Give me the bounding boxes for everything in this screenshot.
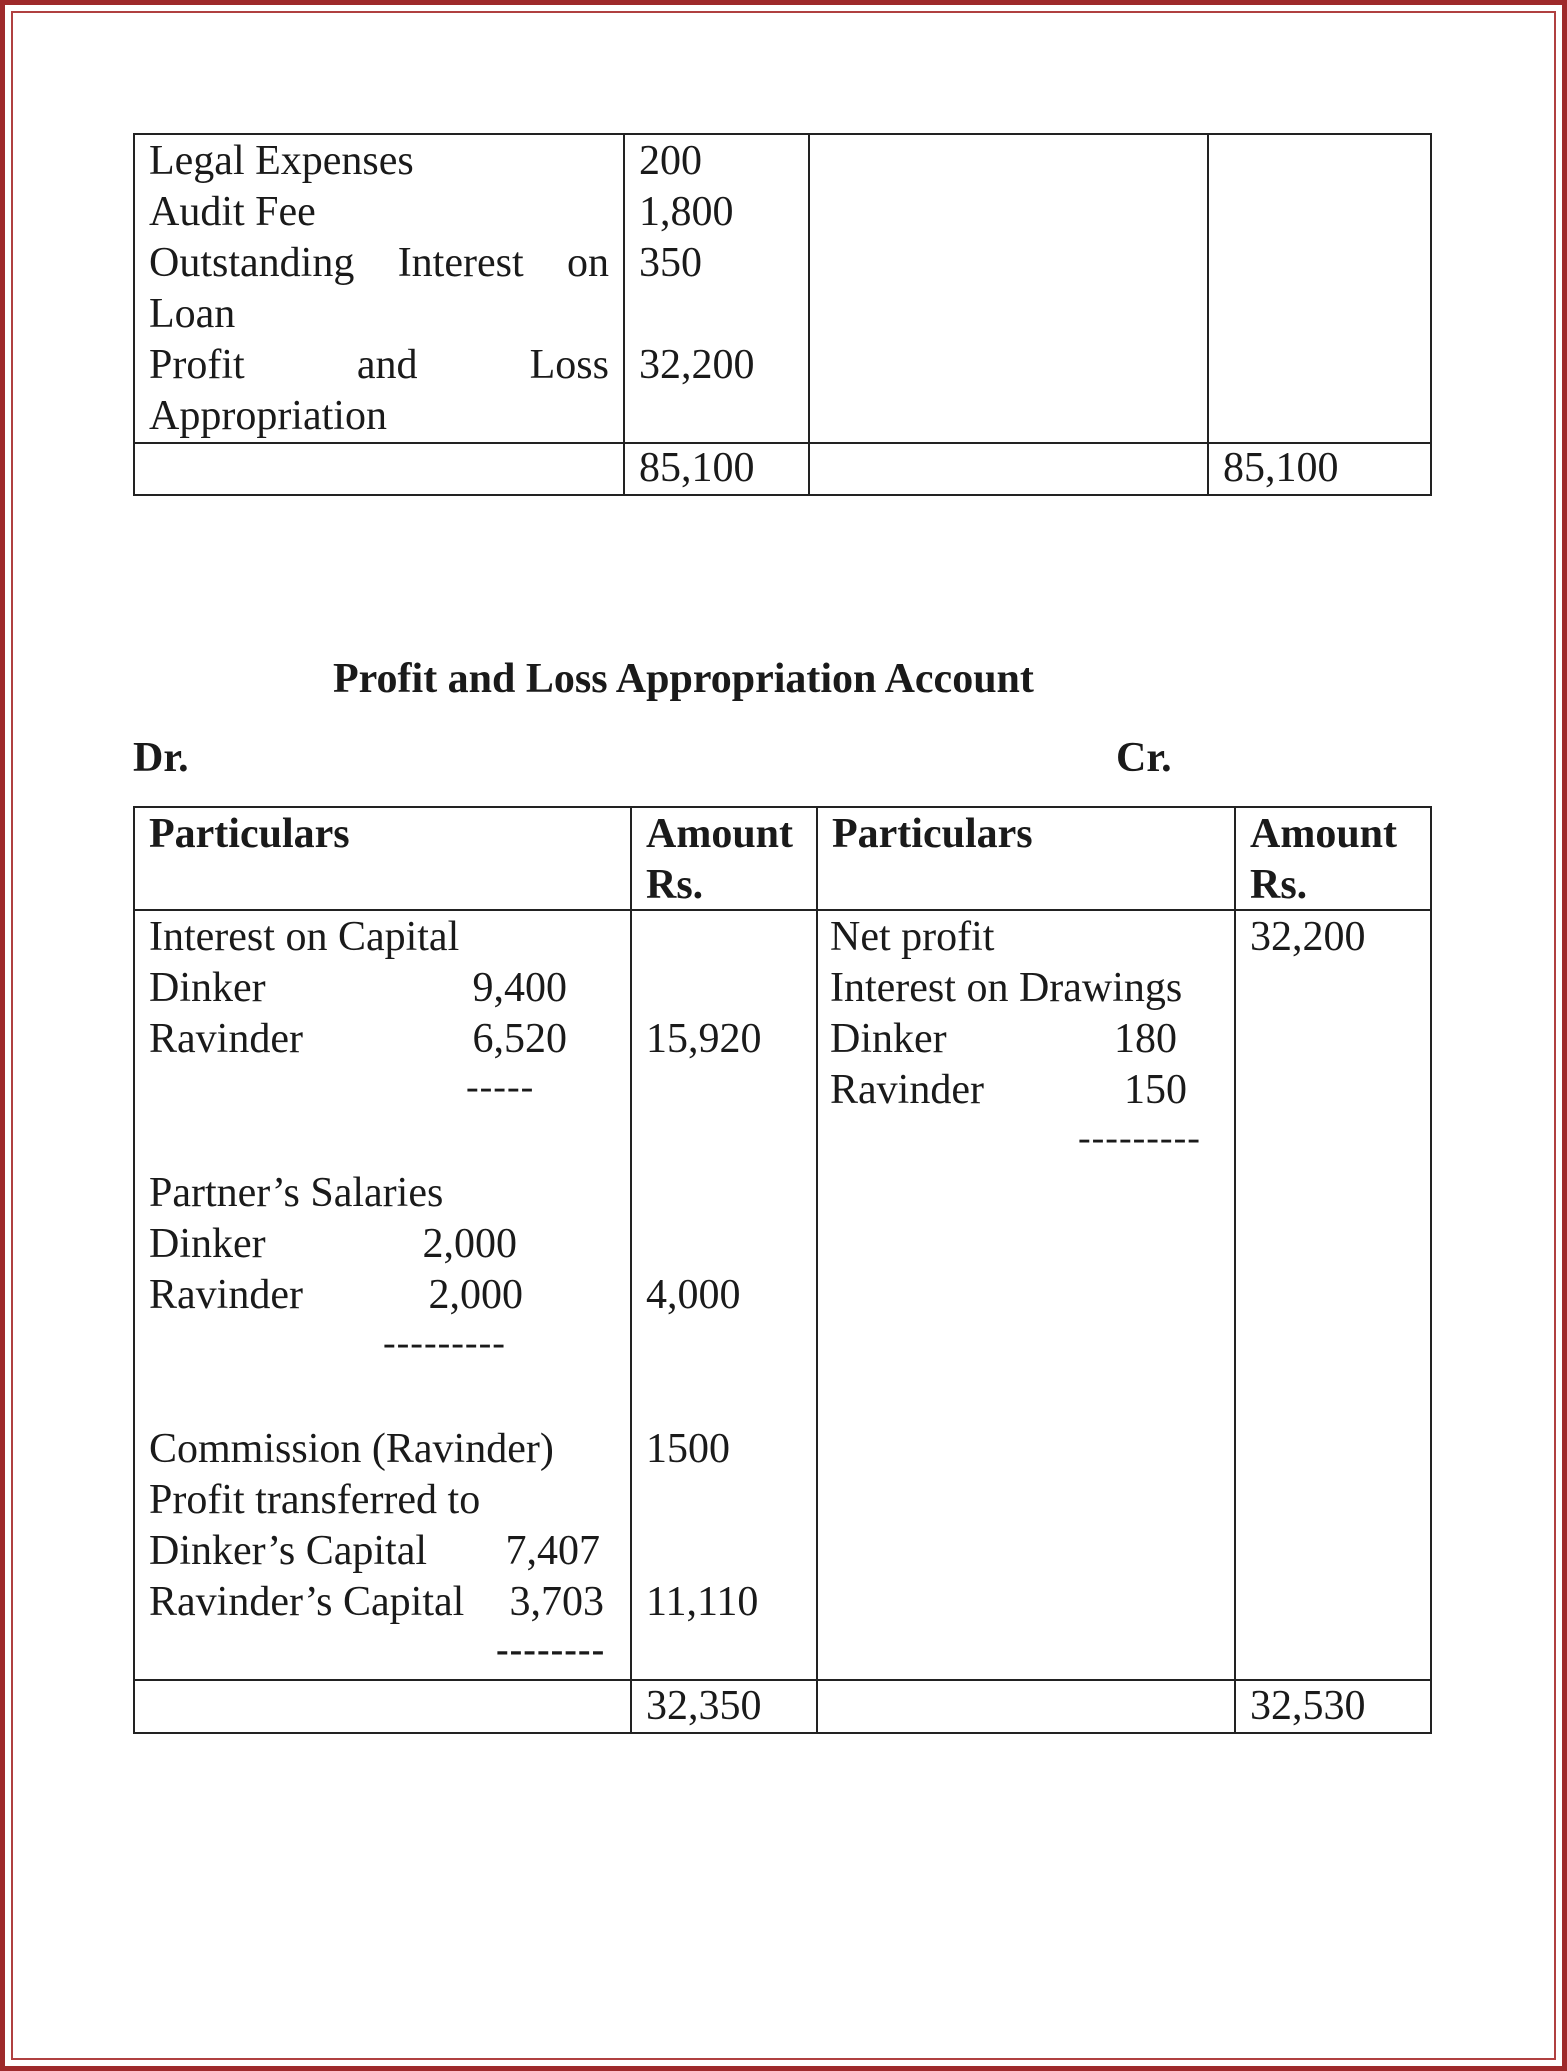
net-profit-label: Net profit — [830, 914, 995, 960]
interest-on-capital-ravinder-label: Ravinder — [149, 1016, 303, 1062]
cr-label: Cr. — [1116, 735, 1172, 781]
interest-on-drawings-ravinder — [830, 1065, 1187, 1116]
appr-table-border-bottom — [133, 1732, 1432, 1734]
profit-transferred-label: Profit transferred to — [149, 1477, 481, 1523]
row-outstanding-interest-label-1: Outstanding Interest on — [149, 240, 609, 286]
interest-on-drawings-ravinder-label: Ravinder — [830, 1067, 984, 1113]
salaries-ravinder-label: Ravinder — [149, 1272, 303, 1318]
profit-transferred-ravinder — [149, 1577, 604, 1628]
commission-amount: 1500 — [646, 1426, 730, 1472]
profit-transferred-ravinder-label: Ravinder’s Capital — [149, 1579, 465, 1625]
salaries-dinker-value: 2,000 — [422, 1221, 517, 1267]
row-outstanding-interest-label-2: Loan — [149, 291, 236, 337]
interest-on-capital-dash: ----- — [466, 1066, 535, 1108]
appr-table-col-divider-2 — [816, 806, 818, 1734]
appr-table-col-divider-3 — [1234, 806, 1236, 1734]
appr-total-left: 32,350 — [646, 1683, 762, 1729]
top-table-border-top — [133, 133, 1432, 135]
top-table-col-divider-3 — [1207, 133, 1209, 496]
header-dr-amount-1: Amount — [646, 811, 794, 857]
appr-table-total-divider — [133, 1679, 1432, 1681]
interest-on-capital-dinker-label: Dinker — [149, 965, 266, 1011]
interest-on-drawings-dinker-label: Dinker — [830, 1016, 947, 1062]
header-dr-particulars: Particulars — [149, 811, 350, 857]
top-table-border-left — [133, 133, 135, 496]
interest-on-capital-ravinder — [149, 1014, 567, 1065]
dr-label: Dr. — [133, 735, 189, 781]
profit-transferred-dinker-value: 7,407 — [505, 1528, 600, 1574]
appr-table-border-top — [133, 806, 1432, 808]
row-pl-appropriation-amount: 32,200 — [639, 342, 755, 388]
interest-on-capital-dinker-value: 9,400 — [472, 965, 567, 1011]
salaries-ravinder — [149, 1270, 523, 1321]
interest-on-drawings-ravinder-value: 150 — [1124, 1067, 1187, 1113]
header-dr-amount-2: Rs. — [646, 862, 704, 908]
row-outstanding-interest-amount: 350 — [639, 240, 702, 286]
commission-label: Commission (Ravinder) — [149, 1426, 554, 1472]
interest-on-capital-dinker — [149, 963, 567, 1014]
appr-table-header-divider — [133, 909, 1432, 911]
salaries-label: Partner’s Salaries — [149, 1170, 444, 1216]
row-audit-fee-amount: 1,800 — [639, 189, 734, 235]
header-cr-amount-2: Rs. — [1250, 862, 1308, 908]
salaries-dinker — [149, 1219, 517, 1270]
appropriation-title: Profit and Loss Appropriation Account — [333, 656, 1034, 702]
net-profit-value: 32,200 — [1250, 914, 1366, 960]
row-pl-appropriation-label-2: Appropriation — [149, 393, 387, 439]
appr-table-border-left — [133, 806, 135, 1734]
interest-on-capital-label: Interest on Capital — [149, 914, 460, 960]
salaries-ravinder-value: 2,000 — [428, 1272, 523, 1318]
row-legal-expenses-amount: 200 — [639, 138, 702, 184]
header-cr-particulars: Particulars — [832, 811, 1033, 857]
profit-transferred-dash: -------- — [496, 1629, 606, 1671]
top-table-total-right: 85,100 — [1223, 445, 1339, 491]
profit-transferred-dinker-label: Dinker’s Capital — [149, 1528, 428, 1574]
top-table-col-divider-2 — [808, 133, 810, 496]
interest-on-drawings-dinker-value: 180 — [1114, 1016, 1177, 1062]
salaries-total: 4,000 — [646, 1272, 741, 1318]
row-audit-fee-label: Audit Fee — [149, 189, 316, 235]
top-table-border-bottom — [133, 494, 1432, 496]
interest-on-drawings-label: Interest on Drawings — [830, 965, 1183, 1011]
row-pl-appropriation-label-1: Profit and Loss — [149, 342, 609, 388]
interest-on-capital-ravinder-value: 6,520 — [472, 1016, 567, 1062]
top-table-border-right — [1430, 133, 1432, 496]
appr-table-col-divider-1 — [630, 806, 632, 1734]
top-table-total-left: 85,100 — [639, 445, 755, 491]
profit-transferred-dinker — [149, 1526, 600, 1577]
interest-on-capital-total: 15,920 — [646, 1016, 762, 1062]
interest-on-drawings-dash: --------- — [1078, 1117, 1201, 1159]
profit-transferred-total: 11,110 — [646, 1579, 759, 1625]
appr-total-right: 32,530 — [1250, 1683, 1366, 1729]
interest-on-drawings-dinker — [830, 1014, 1177, 1065]
row-legal-expenses-label: Legal Expenses — [149, 138, 414, 184]
appr-table-border-right — [1430, 806, 1432, 1734]
top-table-col-divider-1 — [623, 133, 625, 496]
header-cr-amount-1: Amount — [1250, 811, 1398, 857]
salaries-dash: --------- — [383, 1322, 506, 1364]
salaries-dinker-label: Dinker — [149, 1221, 266, 1267]
profit-transferred-ravinder-value: 3,703 — [509, 1579, 604, 1625]
